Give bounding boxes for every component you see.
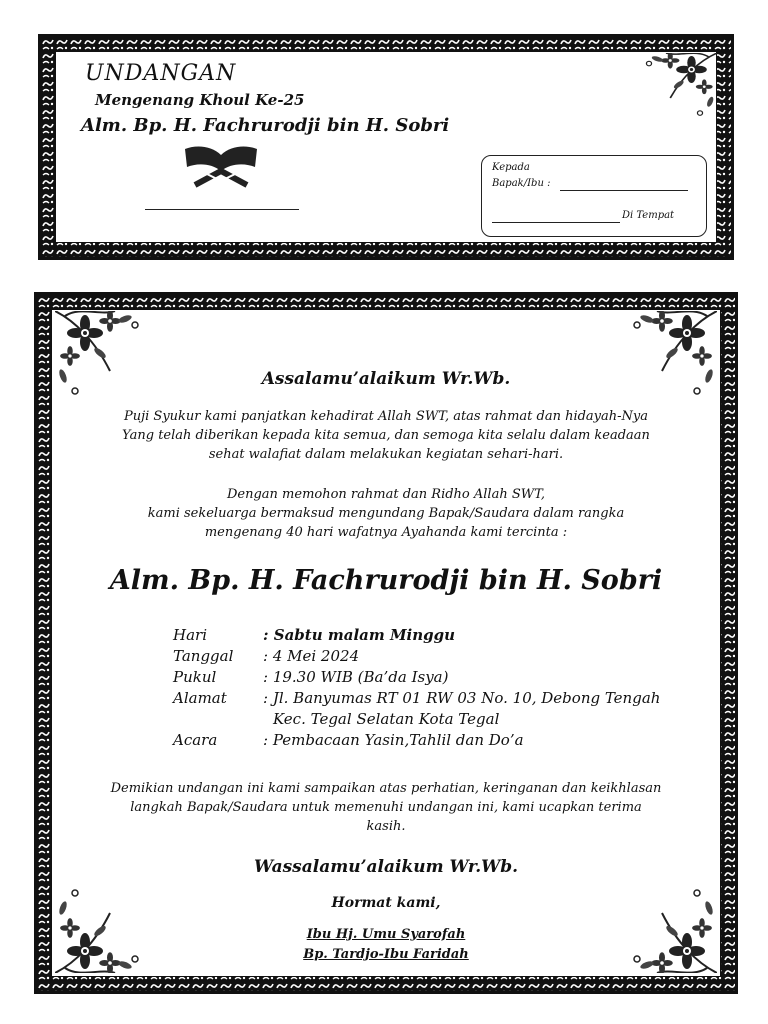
paragraph-1-line: sehat walafiat dalam melakukan kegiatan sehari-hari. (208, 447, 564, 462)
detail-value: Kec. Tegal Selatan Kota Tegal (273, 710, 500, 728)
paragraph-3-line: langkah Bapak/Saudara untuk memenuhi undangan ini, kami ucapkan terima (130, 800, 642, 815)
detail-label: Acara (173, 731, 218, 749)
address-kepada: Kepada (492, 162, 530, 173)
envelope-name: Alm. Bp. H. Fachrurodji bin H. Sobri (81, 115, 450, 136)
envelope-floral-ornament-icon (625, 53, 717, 117)
envelope-signature-line (145, 209, 299, 210)
paragraph-2-line: Dengan memohon rahmat dan Ridho Allah SWT, (226, 487, 545, 502)
detail-row (173, 625, 660, 646)
envelope-title: UNDANGAN (85, 61, 237, 86)
address-place-line (492, 222, 620, 223)
paragraph-1-line: Yang telah diberikan kepada kita semua, dan semoga kita selalu dalam keadaan (122, 428, 650, 443)
signatory-1: Ibu Hj. Umu Syarofah (306, 927, 466, 942)
detail-value: : 19.30 WIB (Ba’da Isya) (263, 668, 449, 686)
floral-corner-top-right-icon (607, 311, 717, 411)
paragraph-3 (37, 779, 735, 836)
paragraph-1 (37, 407, 735, 464)
event-details (173, 625, 660, 751)
paragraph-2-line: kami sekeluarga bermaksud mengundang Bapak/Saudara dalam rangka (147, 506, 625, 521)
quran-book-icon (181, 141, 261, 189)
detail-value: : 4 Mei 2024 (263, 647, 360, 665)
paragraph-2 (37, 485, 735, 542)
paragraph-1-line: Puji Syukur kami panjatkan kehadirat Allah SWT, atas rahmat dan hidayah-Nya (123, 409, 649, 424)
envelope-card (38, 34, 734, 260)
detail-row (173, 667, 660, 688)
address-name-line (560, 190, 688, 191)
paragraph-3-line: kasih. (366, 819, 406, 834)
detail-row (173, 646, 660, 667)
detail-value: : Sabtu malam Minggu (263, 626, 456, 644)
paragraph-2-line: mengenang 40 hari wafatnya Ayahanda kami tercinta : (204, 525, 568, 540)
detail-label: Tanggal (173, 647, 234, 665)
signatory-2: Bp. Tardjo-Ibu Faridah (303, 947, 469, 962)
floral-corner-top-left-icon (55, 311, 165, 411)
address-box (481, 155, 707, 237)
detail-value: : Pembacaan Yasin,Tahlil dan Do’a (263, 731, 524, 749)
address-di-tempat: Di Tempat (622, 210, 675, 221)
letter-card (34, 292, 738, 994)
detail-row (173, 709, 660, 730)
detail-row (173, 688, 660, 709)
detail-value: : Jl. Banyumas RT 01 RW 03 No. 10, Debong Tengah (263, 689, 661, 707)
greeting: Assalamu’alaikum Wr.Wb. (261, 369, 511, 389)
detail-label: Hari (173, 626, 207, 644)
closing-salutation: Wassalamu’alaikum Wr.Wb. (253, 857, 519, 877)
detail-row (173, 730, 660, 751)
deceased-name: Alm. Bp. H. Fachrurodji bin H. Sobri (109, 565, 663, 596)
detail-label: Pukul (173, 668, 217, 686)
detail-label: Alamat (173, 689, 227, 707)
address-bapak-ibu: Bapak/Ibu : (492, 178, 551, 189)
regards: Hormat kami, (331, 895, 441, 911)
paragraph-3-line: Demikian undangan ini kami sampaikan atas perhatian, keringanan dan keikhlasan (110, 781, 662, 796)
envelope-subtitle: Mengenang Khoul Ke-25 (95, 91, 305, 109)
